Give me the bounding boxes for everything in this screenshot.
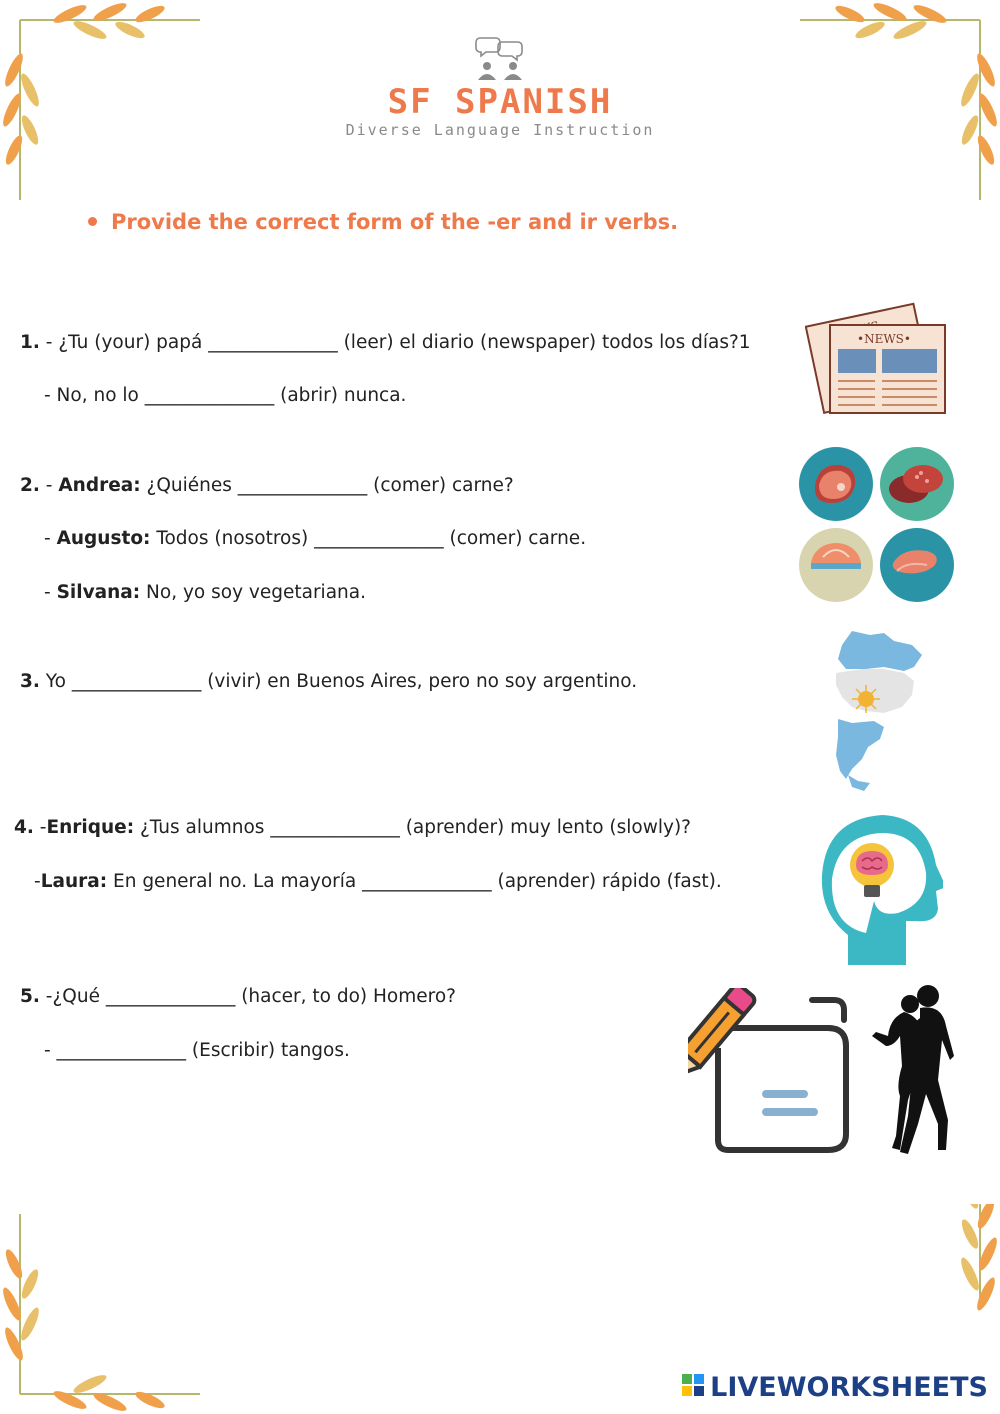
liveworksheets-logo xyxy=(682,1372,988,1403)
exercise-text: - ______________ (Escribir) tangos. xyxy=(44,1040,350,1061)
exercise-number: 5. xyxy=(20,986,40,1007)
exercise-number: 2. xyxy=(20,475,40,496)
exercise-5-line-1 xyxy=(20,986,456,1007)
exercise-4-line-2: -Laura: En general no. La mayoría ______________ (aprender) rápido (fast). xyxy=(34,871,722,892)
speaker-name: Silvana: xyxy=(56,582,141,603)
exercise-text: Yo ______________ (vivir) en Buenos Aires, pero no soy argentino. xyxy=(39,671,638,692)
brain-lightbulb-icon xyxy=(818,815,943,967)
exercise-4-line-1: 4. -Enrique: ¿Tus alumnos ______________ (aprender) muy lento (slowly)? xyxy=(14,817,691,838)
speaker-name: Andrea: xyxy=(58,475,141,496)
exercise-5-line-2 xyxy=(44,1040,350,1061)
exercise-text: -¿Qué ______________ (hacer, to do) Homero? xyxy=(39,986,456,1007)
speaker-name: Augusto: xyxy=(56,528,151,549)
exercise-number: 4. xyxy=(14,817,34,838)
pencil-paper-icon xyxy=(688,988,863,1156)
corner-foliage-bottom-left xyxy=(0,1204,210,1414)
newspaper-icon xyxy=(805,295,955,420)
exercise-text: ¿Quiénes ______________ (comer) carne? xyxy=(140,475,514,496)
liveworksheets-text: LIVEWORKSHEETS xyxy=(710,1372,988,1403)
exercise-text: - No, no lo ______________ (abrir) nunca. xyxy=(44,385,407,406)
tango-dancers-icon xyxy=(866,982,966,1164)
bullet-icon xyxy=(88,217,97,226)
exercise-text: - ¿Tu (your) papá ______________ (leer) el diario (newspaper) todos los días?1 xyxy=(39,332,751,353)
exercise-text: No, yo soy vegetariana. xyxy=(140,582,366,603)
instruction-heading xyxy=(88,210,678,234)
exercise-text: ¿Tus alumnos ______________ (aprender) muy lento (slowly)? xyxy=(134,817,691,838)
exercise-2-line-2: - Augusto: Todos (nosotros) ______________ (comer) carne. xyxy=(44,528,587,549)
brand-name: SF SPANISH xyxy=(387,82,613,122)
liveworksheets-grid-icon xyxy=(682,1374,706,1398)
argentina-map-icon xyxy=(822,625,932,793)
instruction-text: Provide the correct form of the -er and ir verbs. xyxy=(111,210,679,234)
speaker-name: Enrique: xyxy=(46,817,135,838)
exercise-number: 1. xyxy=(20,332,40,353)
exercise-text: En general no. La mayoría ______________ (aprender) rápido (fast). xyxy=(107,871,722,892)
meat-icons xyxy=(797,445,959,605)
exercise-2-line-1: 2. - Andrea: ¿Quiénes ______________ (comer) carne? xyxy=(20,475,514,496)
exercise-2-line-3: - Silvana: No, yo soy vegetariana. xyxy=(44,582,366,603)
speaker-name: Laura: xyxy=(40,871,108,892)
exercise-3-line-1 xyxy=(20,671,637,692)
brand-tagline: Diverse Language Instruction xyxy=(345,121,655,139)
exercise-text: Todos (nosotros) ______________ (comer) carne. xyxy=(150,528,587,549)
exercise-number: 3. xyxy=(20,671,40,692)
exercise-1-line-1 xyxy=(20,332,751,353)
corner-foliage-bottom-right xyxy=(790,1204,1000,1364)
exercise-1-line-2 xyxy=(44,385,406,406)
newspaper-label-front: •NEWS• xyxy=(857,332,911,346)
people-chat-icon xyxy=(470,34,530,82)
